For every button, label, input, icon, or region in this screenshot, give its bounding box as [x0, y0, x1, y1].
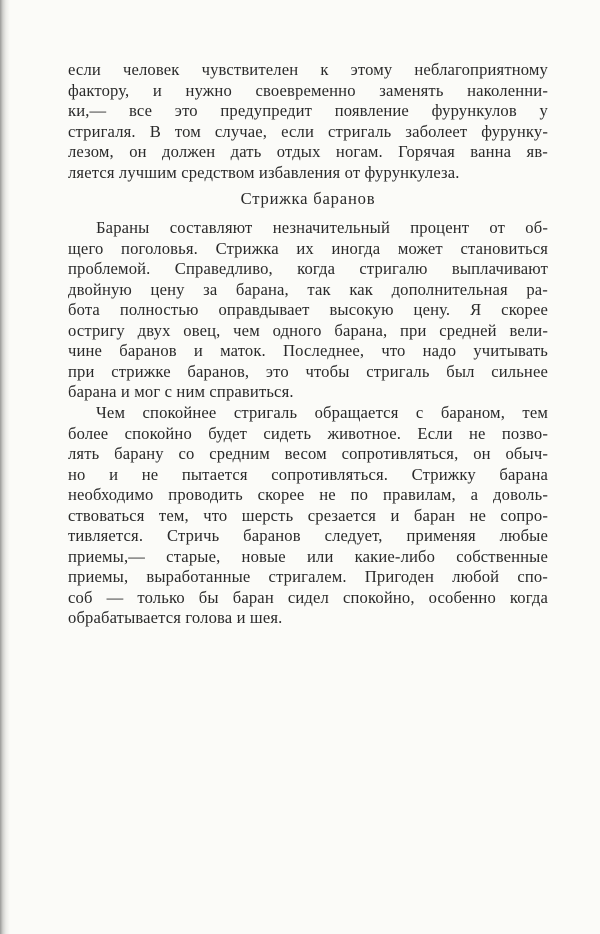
text-line: фактору, и нужно своевременно заменять наколенни-: [68, 80, 548, 100]
text-line: приемы, выработанные стригалем. Пригоден любой спо-: [68, 567, 548, 586]
text-line: Бараны составляют незначительный процент от об-: [96, 218, 548, 237]
text-line: если человек чувствителен к этому неблагоприятному: [68, 60, 548, 79]
paragraph-furunculosis: [68, 60, 548, 183]
text-line: необходимо проводить скорее не по правилам, а доволь-: [68, 485, 548, 504]
text-line: лять барану со средним весом сопротивляться, он обыч-: [68, 444, 548, 463]
text-line: Чем спокойнее стригаль обращается с бараном, тем: [96, 403, 548, 422]
text-line: ствоваться тем, что шерсть срезается и баран не сопро-: [68, 505, 548, 525]
text-line: остригу двух овец, чем одного барана, при средней вели-: [68, 320, 548, 340]
text-line: обрабатывается голова и шея.: [68, 608, 283, 627]
text-line: барана и мог с ним справиться.: [68, 382, 294, 401]
text-line: тивляется. Стричь баранов следует, применяя любые: [68, 526, 548, 545]
text-line: ки,— все это предупредит появление фурункулов у: [68, 101, 548, 120]
paragraph-rams-intro: [68, 218, 548, 403]
text-line: соб — только бы баран сидел спокойно, особенно когда: [68, 587, 548, 607]
text-line: лезом, он должен дать отдых ногам. Горячая ванна яв-: [68, 142, 548, 161]
text-line: щего поголовья. Стрижка их иногда может становиться: [68, 238, 548, 258]
text-line: чине баранов и маток. Последнее, что надо учитывать: [68, 341, 548, 360]
text-line: более спокойно будет сидеть животное. Если не позво-: [68, 423, 548, 443]
text-line: при стрижке баранов, это чтобы стригаль был сильнее: [68, 361, 548, 381]
text-line: ляется лучшим средством избавления от фурункулеза.: [68, 162, 460, 182]
text-line: приемы,— старые, новые или какие-либо собственные: [68, 546, 548, 566]
paragraph-rams-handling: [68, 403, 548, 629]
text-line: двойную цену за барана, так как дополнительная ра-: [68, 279, 548, 299]
text-line: проблемой. Справедливо, когда стригалю выплачивают: [68, 259, 548, 278]
section-heading: Стрижка баранов: [240, 189, 376, 208]
text-line: но и не пытается сопротивляться. Стрижку барана: [68, 464, 548, 484]
scan-binding-edge: [0, 0, 10, 934]
text-line: стригаля. В том случае, если стригаль заболеет фурунку-: [68, 121, 548, 141]
text-line: бота полностью оправдывает высокую цену. Я скорее: [68, 300, 548, 319]
